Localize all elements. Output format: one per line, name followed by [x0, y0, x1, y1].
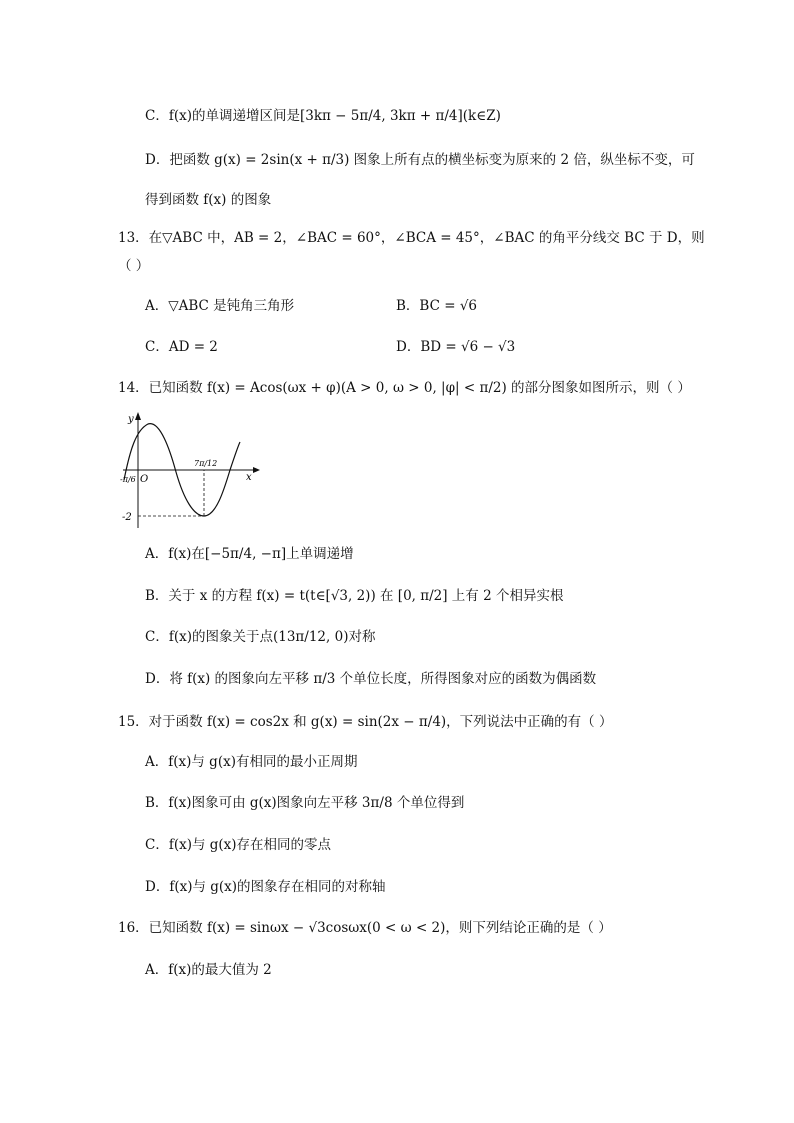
q13-stem-line2: （ ）: [118, 258, 150, 274]
min-value-label: -2: [122, 512, 132, 523]
q15-option-a: A．f(x)与 g(x)有相同的最小正周期: [145, 754, 358, 770]
q13-option-c: C．AD = 2: [145, 339, 218, 355]
q14-stem: 14．已知函数 f(x) = Acos(ωx + φ)(A > 0, ω > 0, |φ| < π/2) 的部分图象如图所示，则（ ）: [118, 380, 691, 396]
x-axis-arrow-icon: [253, 467, 260, 473]
q16-option-a: A．f(x)的最大值为 2: [145, 962, 272, 978]
q14-option-b: B．关于 x 的方程 f(x) = t(t∈[√3, 2)) 在 [0, π/2] 上有 2 个相异实根: [145, 588, 564, 604]
q15-option-d: D．f(x)与 g(x)的图象存在相同的对称轴: [145, 879, 386, 895]
y-axis-arrow-icon: [135, 412, 141, 420]
q15-option-b: B．f(x)图象可由 g(x)图象向左平移 3π/8 个单位得到: [145, 795, 465, 811]
q14-option-a: A．f(x)在[−5π/4, −π]上单调递增: [145, 546, 354, 562]
prev-question-option-c: C．f(x)的单调递增区间是[3kπ − 5π/4, 3kπ + π/4](k∈Z): [145, 108, 501, 124]
q13-option-a: A．▽ABC 是钝角三角形: [145, 298, 295, 314]
right-tick-label: 7π/12: [194, 459, 218, 468]
q14-option-d: D．将 f(x) 的图象向左平移 π/3 个单位长度，所得图象对应的函数为偶函数: [145, 671, 597, 687]
left-tick-label: -π/6: [120, 475, 136, 484]
origin-label: O: [140, 474, 149, 485]
q14-option-c: C．f(x)的图象关于点(13π/12, 0)对称: [145, 629, 376, 645]
q13-option-d: D．BD = √6 − √3: [396, 339, 516, 355]
q15-option-c: C．f(x)与 g(x)存在相同的零点: [145, 837, 332, 853]
prev-question-option-d-line2: 得到函数 f(x) 的图象: [145, 192, 272, 208]
q13-stem-line1: 13．在▽ABC 中，AB = 2，∠BAC = 60°，∠BCA = 45°，∠BAC 的角平分线交 BC 于 D，则: [118, 230, 705, 246]
prev-question-option-d-line1: D．把函数 g(x) = 2sin(x + π/3) 图象上所有点的横坐标变为原来的 2 倍，纵坐标不变，可: [145, 152, 695, 168]
x-axis-label: x: [246, 472, 252, 483]
q13-option-b: B．BC = √6: [396, 298, 478, 314]
y-axis-label: y: [128, 414, 134, 425]
q16-stem: 16．已知函数 f(x) = sinωx − √3cosωx(0 < ω < 2)，则下列结论正确的是（ ）: [118, 920, 612, 936]
q14-function-graph: [118, 410, 268, 530]
q15-stem: 15．对于函数 f(x) = cos2x 和 g(x) = sin(2x − π/4)，下列说法中正确的有（ ）: [118, 714, 613, 730]
